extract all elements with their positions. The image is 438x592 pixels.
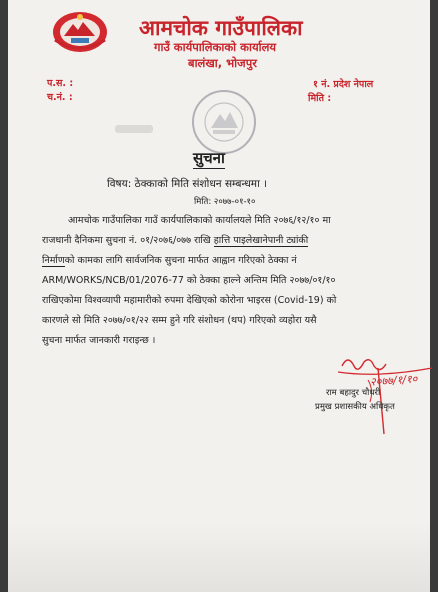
notice-date: मिति: २०७७-०१-१० (194, 197, 256, 207)
body-line-6: कारणले सो मिति २०७७/०१/२२ सम्म हुने गरि संशोधन (थप) गरिएको व्यहोरा यसै (42, 315, 317, 326)
project-name-underlined-cont: निर्माण (42, 255, 65, 266)
office-address: बालंखा, भोजपुर (188, 56, 257, 70)
signatory-name: राम बहादुर चौधरी (326, 388, 381, 398)
body-line-4: ARM/WORKS/NCB/01/2076-77 को ठेक्का हाल्ने अन्तिम मिति २०७७/०१/१० (42, 275, 336, 286)
signatory-title: प्रमुख प्रशासकीय अधिकृत (315, 402, 395, 412)
redaction-smudge (115, 125, 153, 133)
body-line-3-rest: को कामका लागि सार्वजनिक सुचना मार्फत आह्वान गरिएको ठेक्का नं (64, 255, 297, 266)
municipality-title: आमचोक गाउँपालिका (139, 16, 303, 40)
body-line-7: सुचना मार्फत जानकारी गराइन्छ । (42, 335, 156, 346)
office-subtitle: गाउँ कार्यपालिकाको कार्यालय (154, 40, 277, 54)
body-line-2-start: राजधानी दैनिकमा सुचना नं. ०१/२०७६/०७७ राखि (42, 235, 211, 246)
body-line-1: आमचोक गाउँपालिका गाउँ कार्यपालिकाको कार्यालयले मिति २०७६/१२/१० मा (68, 215, 331, 226)
body-line-5: राखिएकोमा विश्वव्यापी महामारीको रुपमा देखिएको कोरोना भाइरस (Covid-19) को (42, 295, 337, 306)
notice-document (8, 0, 430, 592)
nepal-emblem-icon (51, 10, 109, 54)
notice-subject: विषय: ठेक्काको मिति संशोधन सम्बन्धमा । (107, 178, 268, 190)
project-name-underlined: हात्ति पाइलेखानेपानी ट्यांकी (213, 235, 309, 246)
body-line-3 (42, 253, 297, 266)
notice-heading: सुचना (193, 149, 225, 167)
date-field-label: मिति : (308, 93, 332, 104)
reference-number-label: प.स. : (47, 78, 74, 89)
dispatch-number-label: च.नं. : (47, 92, 73, 103)
handwritten-date: २०७७/१/१० (369, 372, 418, 389)
office-seal-stamp (189, 88, 259, 156)
province-label: १ नं. प्रदेश नेपाल (313, 79, 374, 90)
body-line-2 (42, 233, 308, 246)
